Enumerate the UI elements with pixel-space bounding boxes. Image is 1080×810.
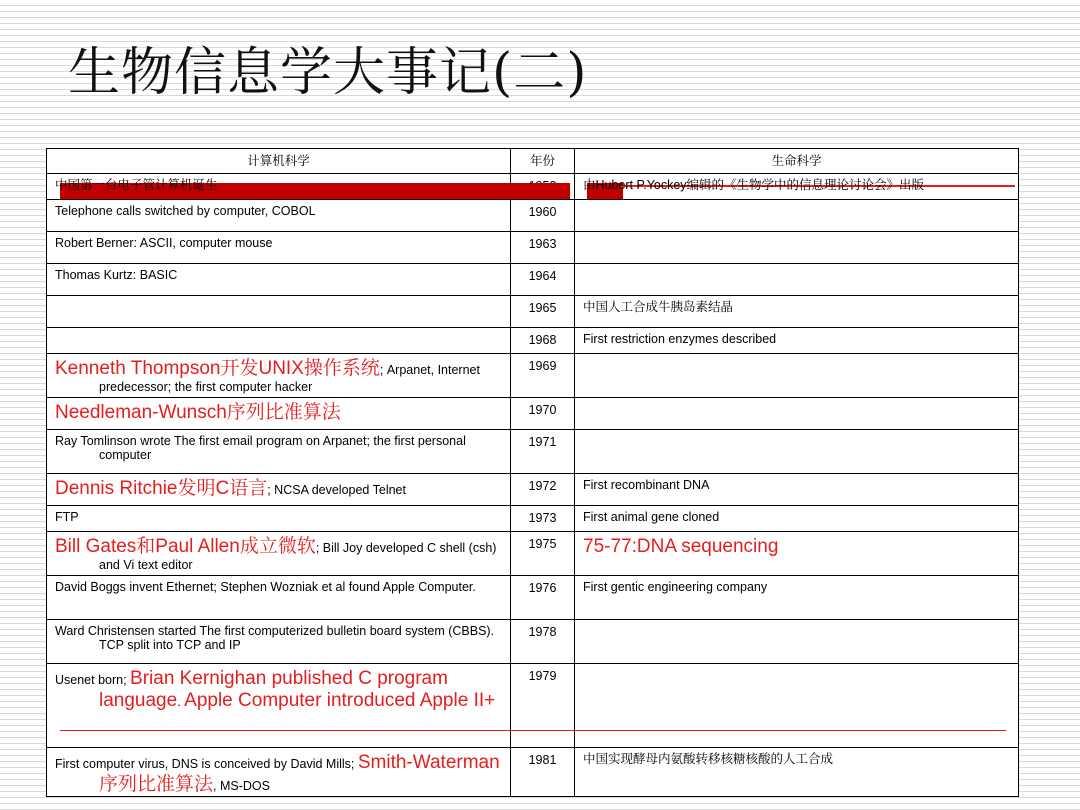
cs-cell	[47, 664, 511, 748]
life-cell	[575, 200, 1019, 232]
cs-text: Usenet born;	[55, 673, 131, 687]
table-row	[47, 506, 1019, 532]
table-row	[47, 748, 1019, 797]
cs-cell: Robert Berner: ASCII, computer mouse	[47, 232, 511, 264]
cs-cell	[47, 296, 511, 328]
life-cell	[575, 620, 1019, 664]
year-cell: 1972	[511, 474, 575, 506]
table-row	[47, 200, 1019, 232]
table-row	[47, 264, 1019, 296]
year-cell: 1964	[511, 264, 575, 296]
life-highlight: 75-77:DNA sequencing	[583, 536, 779, 557]
cs-cell	[47, 474, 511, 506]
life-cell	[575, 664, 1019, 748]
life-cell	[575, 354, 1019, 398]
year-cell: 1979	[511, 664, 575, 748]
life-text: 由Hubert P.Yockey编辑的《生物学中的信息理论讨论会》出版	[583, 178, 925, 192]
slide-title: 生物信息学大事记(二)	[68, 43, 588, 103]
cs-cell: Ray Tomlinson wrote The first email program on Arpanet; the first personal computer	[47, 430, 511, 474]
cs-highlight: Kenneth Thompson开发UNIX操作系统	[55, 358, 380, 379]
timeline-table	[46, 148, 1019, 797]
cs-highlight: Apple Computer introduced Apple II+	[184, 690, 496, 711]
header-life: 生命科学	[575, 149, 1019, 174]
year-cell: 1978	[511, 620, 575, 664]
table-row	[47, 430, 1019, 474]
cs-cell	[47, 398, 511, 430]
year-cell: 1973	[511, 506, 575, 532]
year-cell: 1976	[511, 576, 575, 620]
table-row	[47, 354, 1019, 398]
cs-cell	[47, 532, 511, 576]
life-cell	[575, 430, 1019, 474]
cs-highlight: Needleman-Wunsch序列比准算法	[55, 402, 341, 423]
strike-line	[60, 730, 1006, 731]
life-cell: First gentic engineering company	[575, 576, 1019, 620]
life-cell: First animal gene cloned	[575, 506, 1019, 532]
cs-text: , MS-DOS	[213, 779, 270, 793]
cs-text: ; Arpanet, Internet predecessor; the first computer hacker	[99, 363, 480, 394]
year-cell: 1975	[511, 532, 575, 576]
year-cell: 1960	[511, 200, 575, 232]
year-cell: 1971	[511, 430, 575, 474]
table-row	[47, 328, 1019, 354]
cs-highlight: Bill Gates和Paul Allen成立微软	[55, 536, 316, 557]
cs-highlight: Dennis Ritchie发明C语言	[55, 478, 268, 499]
table-row	[47, 576, 1019, 620]
life-cell: 中国实现酵母内氨酸转移核糖核酸的人工合成	[575, 748, 1019, 797]
life-cell: First recombinant DNA	[575, 474, 1019, 506]
cs-cell: Thomas Kurtz: BASIC	[47, 264, 511, 296]
year-cell: 1963	[511, 232, 575, 264]
life-cell	[575, 264, 1019, 296]
year-cell: 1968	[511, 328, 575, 354]
year-cell: 1965	[511, 296, 575, 328]
life-cell	[575, 398, 1019, 430]
cs-cell: David Boggs invent Ethernet; Stephen Wozniak et al found Apple Computer.	[47, 576, 511, 620]
table-row	[47, 232, 1019, 264]
table-header-row	[47, 149, 1019, 174]
cs-cell	[47, 328, 511, 354]
cs-cell: Ward Christensen started The first computerized bulletin board system (CBBS). TCP split into TCP and IP	[47, 620, 511, 664]
cs-text: .	[177, 695, 185, 709]
cs-cell	[47, 748, 511, 797]
year-cell: 1969	[511, 354, 575, 398]
life-cell	[575, 232, 1019, 264]
table-row	[47, 620, 1019, 664]
year-cell: 1981	[511, 748, 575, 797]
cs-text: 中国第一台电子管计算机诞生	[55, 178, 218, 192]
table-row	[47, 532, 1019, 576]
cs-cell: FTP	[47, 506, 511, 532]
table-row	[47, 664, 1019, 748]
header-year: 年份	[511, 149, 575, 174]
cs-text: First computer virus, DNS is conceived by David Mills;	[55, 757, 358, 771]
cs-text: ; Bill Joy developed C shell (csh) and Vi text editor	[99, 541, 497, 572]
table-row	[47, 296, 1019, 328]
table-row	[47, 474, 1019, 506]
cs-highlight: Brian Kernighan published C program language	[99, 668, 448, 711]
life-cell: First restriction enzymes described	[575, 328, 1019, 354]
cs-text: ; NCSA developed Telnet	[267, 483, 406, 497]
cs-cell	[47, 354, 511, 398]
table-row	[47, 398, 1019, 430]
cs-highlight: Smith-Waterman序列比准算法	[99, 752, 500, 795]
life-cell: 中国人工合成牛胰岛素结晶	[575, 296, 1019, 328]
life-cell	[575, 532, 1019, 576]
cs-cell: Telephone calls switched by computer, COBOL	[47, 200, 511, 232]
year-cell: 1970	[511, 398, 575, 430]
header-cs: 计算机科学	[47, 149, 511, 174]
